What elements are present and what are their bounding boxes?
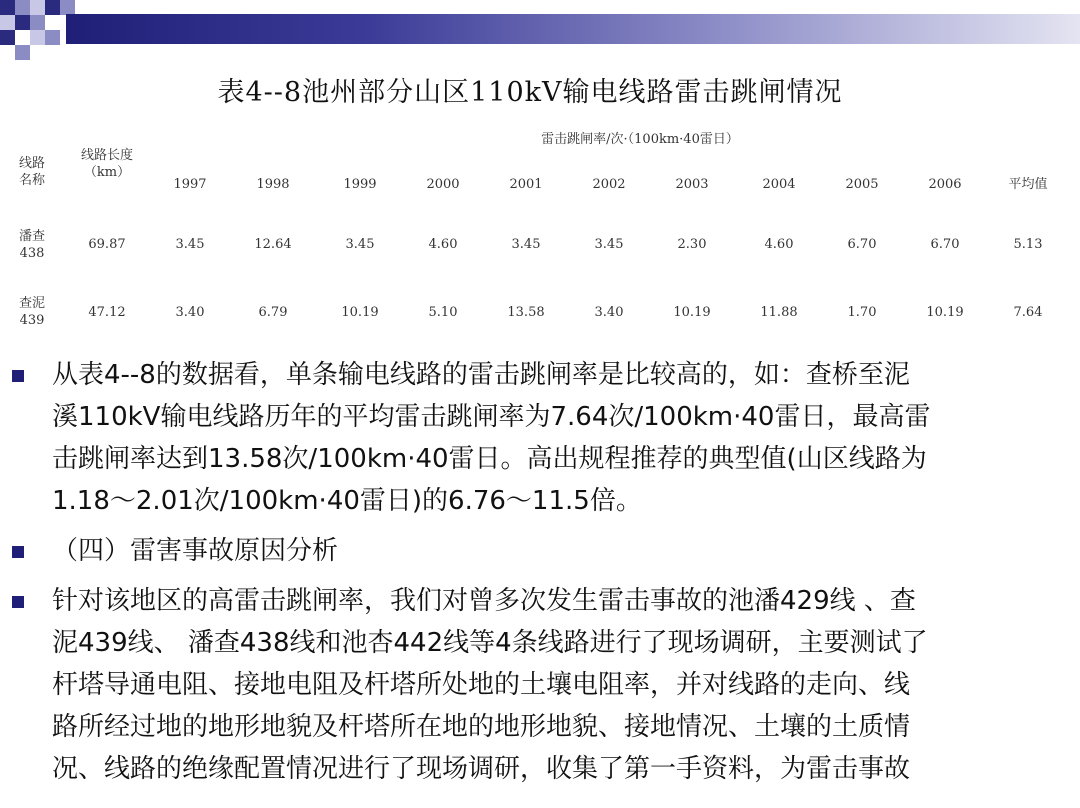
bullet-text [52, 580, 1042, 790]
year-header: 1999 [343, 177, 377, 192]
table-cell: 6.70 [847, 237, 877, 252]
table-row-1-name [12, 228, 52, 262]
table-title: 表4--8池州部分山区110kV输电线路雷击跳闸情况 [217, 77, 843, 108]
header-line-length-l2: （km） [83, 165, 131, 180]
table-cell: 3.40 [594, 305, 624, 320]
square-bullet-icon [12, 596, 24, 608]
table-cell: 3.45 [594, 237, 624, 252]
table-cell: 3.45 [345, 237, 375, 252]
square-bullet-icon [12, 546, 24, 558]
text-line: 杆塔导通电阻、接地电阻及杆塔所处地的土壤电阻率，并对线路的走向、线 [52, 670, 911, 700]
row-name-l1: 查泥 [18, 296, 45, 311]
table-cell: 12.64 [254, 237, 292, 252]
table-cell: 2.30 [677, 237, 707, 252]
header-line-name [12, 155, 52, 189]
row-name-l1: 潘查 [18, 229, 45, 244]
table-cell: 10.19 [673, 305, 711, 320]
text-line: 况、线路的绝缘配置情况进行了现场调研，收集了第一手资料，为雷击事故 [52, 754, 911, 784]
table-cell: 13.58 [507, 305, 545, 320]
year-header: 2002 [592, 177, 626, 192]
year-header: 2000 [426, 177, 460, 192]
table-cell: 3.45 [175, 237, 205, 252]
bullet-text [52, 530, 1042, 572]
table-cell: 4.60 [428, 237, 458, 252]
year-header: 2004 [762, 177, 796, 192]
lightning-trip-table [0, 0, 1080, 340]
table-cell-average: 7.64 [1013, 305, 1043, 320]
text-line: 从表4--8的数据看，单条输电线路的雷击跳闸率是比较高的，如：查桥至泥 [52, 360, 910, 390]
table-cell-average: 5.13 [1013, 237, 1043, 252]
year-header: 1997 [173, 177, 207, 192]
year-header: 2005 [845, 177, 879, 192]
text-line: 路所经过地的地形地貌及杆塔所在地的地形地貌、接地情况、土壤的土质情 [52, 712, 911, 742]
text-line: 1.18～2.01次/100km·40雷日)的6.76～11.5倍。 [52, 486, 642, 516]
bullet-item-section-heading [0, 530, 1080, 574]
text-line: （四）雷害事故原因分析 [52, 536, 339, 566]
year-header: 2003 [675, 177, 709, 192]
year-header-average: 平均值 [1008, 177, 1048, 192]
table-cell: 3.40 [175, 305, 205, 320]
row-name-l2: 439 [19, 313, 45, 328]
table-cell: 6.79 [258, 305, 288, 320]
text-line: 针对该地区的高雷击跳闸率，我们对曾多次发生雷击事故的池潘429线 、查 [52, 586, 916, 616]
text-line: 击跳闸率达到13.58次/100km·40雷日。高出规程推荐的典型值(山区线路为 [52, 444, 927, 474]
table-cell: 6.70 [930, 237, 960, 252]
square-bullet-icon [12, 370, 24, 382]
table-cell: 3.45 [511, 237, 541, 252]
table-cell: 4.60 [764, 237, 794, 252]
table-row-2-name [12, 295, 52, 329]
header-line-length-l1: 线路长度 [80, 148, 133, 163]
text-line: 泥439线、 潘查438线和池杏442线等4条线路进行了现场调研，主要测试了 [52, 628, 928, 658]
year-header: 2001 [509, 177, 543, 192]
bullet-text [52, 354, 1042, 522]
table-row-1-length: 69.87 [88, 237, 126, 252]
table-cell: 5.10 [428, 305, 458, 320]
header-rate-group: 雷击跳闸率/次·（100km·40雷日） [541, 132, 739, 147]
bullet-item-survey [0, 580, 1080, 808]
year-header: 2006 [928, 177, 962, 192]
bullet-item-analysis [0, 354, 1080, 526]
table-cell: 10.19 [926, 305, 964, 320]
year-header: 1998 [256, 177, 290, 192]
header-line-length [70, 147, 144, 181]
table-cell: 11.88 [760, 305, 798, 320]
table-cell: 1.70 [847, 305, 877, 320]
text-line: 溪110kV输电线路历年的平均雷击跳闸率为7.64次/100km·40雷日，最高雷 [52, 402, 931, 432]
header-line-name-l2: 名称 [18, 173, 45, 188]
header-line-name-l1: 线路 [18, 156, 45, 171]
table-row-2-length: 47.12 [88, 305, 126, 320]
table-cell: 10.19 [341, 305, 379, 320]
row-name-l2: 438 [19, 246, 45, 261]
